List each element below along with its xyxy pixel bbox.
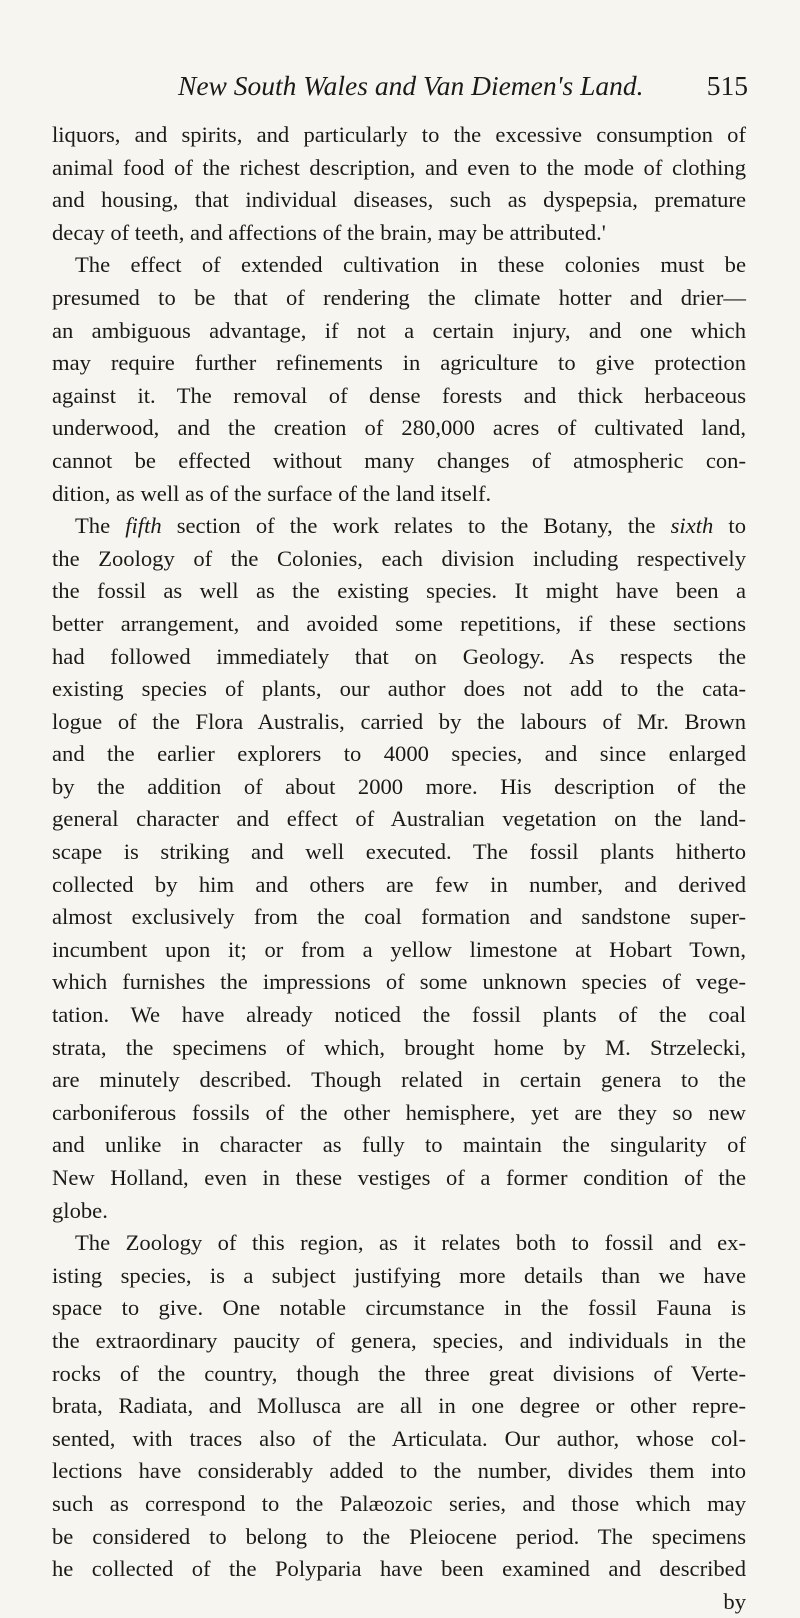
text-segment: brata, Radiata, and Mollusca are all in one degree or other repre- [52,1393,746,1419]
text-segment: New Holland, even in these vestiges of a former condition of the [52,1165,746,1190]
text-segment: collected by him and others are few in number, and derived [52,871,746,897]
text-line [52,249,746,282]
text-line [52,1162,746,1195]
text-segment: cannot be effected without many changes of atmospheric con- [52,447,746,473]
text-segment: incumbent upon it; or from a yellow limestone at Hobart Town, [52,936,746,962]
text-line [52,901,746,934]
text-line [52,1064,746,1097]
text-segment: isting species, is a subject justifying more details than we have [52,1262,746,1288]
text-line [52,347,746,380]
text-line [52,999,746,1032]
text-line [52,1358,746,1391]
text-line [52,1195,746,1228]
text-line [52,1292,746,1325]
text-segment: animal food of the richest description, and even to the mode of clothing [52,154,746,180]
text-line [52,1455,746,1488]
text-segment: rocks of the country, though the three great divisions of Verte- [52,1360,746,1386]
text-line [52,1521,746,1554]
text-segment: which furnishes the impressions of some unknown species of vege- [52,969,746,995]
text-line [52,1423,746,1456]
text-segment: logue of the Flora Australis, carried by the labours of Mr. Brown [52,708,746,734]
text-segment: may require further refinements in agriculture to give protection [52,350,746,376]
text-segment: and the earlier explorers to 4000 species, and since enlarged [52,741,746,767]
running-title: New South Wales and Van Diemen's Land. [178,70,644,101]
page-number: 515 [706,70,748,101]
text-segment: the fossil as well as the existing species. It might have been a [52,578,746,604]
text-line [52,706,746,739]
text-line [52,152,746,185]
text-segment: and unlike in character as fully to maintain the singularity of [52,1132,746,1158]
text-segment: The [75,513,126,539]
text-segment: sented, with traces also of the Articulata. Our author, whose col- [52,1425,746,1451]
text-line [52,869,746,902]
text-line [52,836,746,869]
text-line [52,543,746,576]
text-segment: underwood, and the creation of 280,000 acres of cultivated land, [52,415,746,441]
text-segment: space to give. One notable circumstance in the fossil Fauna is [52,1295,746,1321]
text-line [52,934,746,967]
text-line [52,1260,746,1293]
text-segment: carboniferous fossils of the other hemisphere, yet are they so new [52,1099,746,1125]
text-line [52,1032,746,1065]
text-segment: such as correspond to the Palæozoic series, and those which may [52,1490,746,1516]
text-line [52,217,746,250]
text-line [52,575,746,608]
text-line [52,510,746,543]
text-line [52,1227,746,1260]
text-line [52,315,746,348]
text-segment: existing species of plants, our author does not add to the cata- [52,676,746,702]
text-line [52,608,746,641]
body-text [52,119,746,1618]
text-segment: better arrangement, and avoided some repetitions, if these sections [52,610,746,636]
text-line [52,803,746,836]
text-segment: decay of teeth, and affections of the brain, may be attributed.' [52,219,606,245]
text-line [52,1325,746,1358]
text-line [52,412,746,445]
text-segment: he collected of the Polyparia have been examined and described [52,1556,746,1582]
text-line [52,380,746,413]
text-line [52,1129,746,1162]
text-segment: the extraordinary paucity of genera, species, and individuals in the [52,1327,746,1353]
text-segment: dition, as well as of the surface of the land itself. [52,480,492,506]
text-segment: lections have considerably added to the number, divides them into [52,1458,746,1484]
text-line [52,184,746,217]
text-line [52,119,746,152]
text-segment: are minutely described. Though related in certain genera to the [52,1067,746,1093]
text-line [52,1488,746,1521]
italic-word: fifth [125,513,162,539]
text-line [52,1390,746,1423]
catchword: by [723,1588,746,1614]
text-line [52,282,746,315]
text-segment: liquors, and spirits, and particularly to the excessive consumption of [52,122,746,147]
text-segment: globe. [52,1197,108,1223]
text-segment: almost exclusively from the coal formation and sandstone super- [52,904,746,930]
text-segment: The Zoology of this region, as it relates both to fossil and ex- [75,1230,746,1256]
text-segment: and housing, that individual diseases, such as dyspepsia, premature [52,187,746,213]
text-segment: strata, the specimens of which, brought home by M. Strzelecki, [52,1034,746,1060]
text-segment: tation. We have already noticed the fossil plants of the coal [52,1002,746,1028]
text-line [52,445,746,478]
italic-word: sixth [670,513,714,539]
running-head [50,66,750,106]
text-line [52,1553,746,1586]
text-segment: scape is striking and well executed. The fossil plants hitherto [52,839,746,865]
text-segment: to [713,513,746,539]
text-segment: an ambiguous advantage, if not a certain injury, and one which [52,317,746,343]
text-segment: presumed to be that of rendering the climate hotter and drier— [52,284,746,310]
text-segment: had followed immediately that on Geology. As respects the [52,643,746,669]
text-line [52,966,746,999]
text-segment: against it. The removal of dense forests and thick herbaceous [52,382,746,408]
text-line [52,1097,746,1130]
text-segment: general character and effect of Australian vegetation on the land- [52,806,746,832]
text-line [52,738,746,771]
text-segment: the Zoology of the Colonies, each division including respectively [52,545,746,571]
text-line [52,771,746,804]
text-segment: be considered to belong to the Pleiocene period. The specimens [52,1523,746,1549]
text-line [52,641,746,674]
text-segment: section of the work relates to the Botany, the [161,513,671,539]
text-segment: by the addition of about 2000 more. His description of the [52,773,746,799]
text-line [52,673,746,706]
text-line [52,478,746,511]
text-segment: The effect of extended cultivation in these colonies must be [75,252,746,278]
